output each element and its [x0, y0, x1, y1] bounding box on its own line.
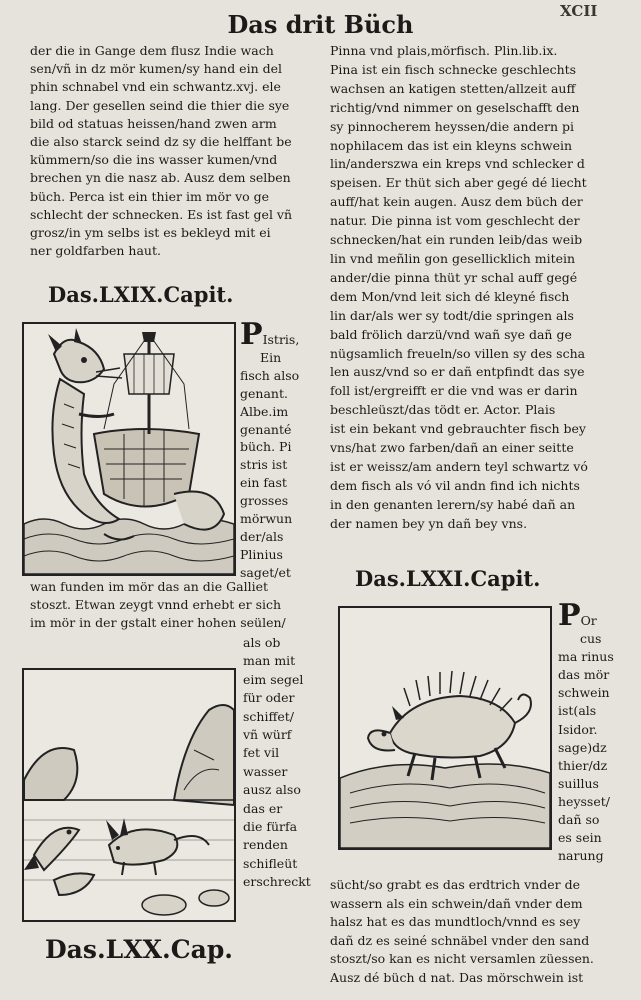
text-line: ein fast	[240, 475, 287, 491]
text-line: dañ dz es seiné schnäbel vnder den sand	[330, 932, 590, 948]
text-line: im mör in der gstalt einer hohen seülen/	[30, 615, 286, 631]
text-line: Albe.im	[240, 403, 289, 419]
chapter-heading-70: Das.LXX.Cap.	[45, 935, 234, 964]
text-line: vns/hat zwo farben/dañ an einer seitte	[330, 440, 574, 456]
text-line: dem Mon/vnd leit sich dé kleyné fisch	[330, 288, 570, 304]
text-line: beschleüszt/das tödt er. Actor. Plais	[330, 402, 556, 418]
woodcut-pistris	[22, 322, 236, 576]
folio-number: XCII	[560, 2, 598, 20]
text-line: ander/die pinna thüt yr schal auff gegé	[330, 269, 578, 285]
text-line: auff/hat kein augen. Ausz dem büch der	[330, 194, 583, 210]
text-line: büch. Pi	[240, 439, 292, 455]
text-line: phin schnabel vnd ein schwantz.xvj. ele	[30, 79, 281, 95]
text-line: als ob	[243, 635, 281, 650]
text-line: ist er weissz/am andern teyl schwartz vó	[330, 458, 588, 474]
text-line: schiffet/	[243, 708, 294, 724]
text-line: brechen yn die nasz ab. Ausz dem selben	[30, 170, 291, 186]
text-line: wachsen an katigen stetten/allzeit auff	[330, 80, 576, 96]
text-line: erschreckt	[243, 874, 311, 890]
text-line: suillus	[558, 775, 599, 791]
text-line: halsz hat es das mundtloch/vnnd es sey	[330, 914, 581, 930]
text-line: foll ist/ergreifft er die vnd was er darin	[330, 383, 578, 399]
text-line: lin/anderszwa ein kreps vnd schlecker d	[330, 156, 585, 172]
text-line: richtig/vnd nimmer on geselschafft den	[330, 99, 580, 115]
text-line: len ausz/vnd so er dañ entpfindt das sye	[330, 364, 585, 380]
text-line: genant.	[240, 385, 288, 401]
page-title: Das drit Büch	[227, 10, 414, 39]
woodcut-sea-creatures	[22, 668, 236, 922]
text-line: renden	[243, 837, 288, 853]
chapter-heading-69: Das.LXIX.Capit.	[48, 282, 234, 307]
right-column-top-text	[330, 42, 628, 534]
text-line: das mör	[558, 667, 610, 683]
text-line: der/als	[240, 528, 284, 544]
chapter-69-side-text	[240, 322, 322, 582]
text-line: ausz also	[243, 782, 301, 798]
text-line: Or	[580, 613, 597, 628]
text-line: bild od statuas heissen/hand zwen arm	[30, 115, 277, 131]
text-line: nügsamlich freueln/so villen sy des scha	[330, 345, 586, 361]
text-line: genanté	[240, 421, 292, 437]
text-line: eim segel	[243, 671, 304, 687]
text-line: stoszt. Etwan zeygt vnnd erhebt er sich	[30, 597, 282, 613]
text-line: ist(als	[558, 703, 597, 719]
woodcut-sea-creatures-art	[24, 670, 234, 920]
text-line: der namen bey yn dañ bey vns.	[330, 515, 528, 531]
text-line: speisen. Er thüt sich aber gegé dé liecht	[330, 175, 587, 191]
text-line: dem fisch als vó vil andn find ich nichts	[330, 477, 580, 493]
chapter-71-full-text	[330, 876, 628, 988]
text-line: vñ würf	[243, 727, 292, 743]
text-line: Pinna vnd plais,mörfisch. Plin.lib.ix.	[330, 43, 558, 58]
text-line: ist ein bekant vnd gebrauchter fisch bey	[330, 421, 586, 437]
chapter-heading-71: Das.LXXI.Capit.	[355, 566, 541, 591]
text-line: Isidor.	[558, 721, 598, 737]
text-line: ma rinus	[558, 649, 614, 665]
woodcut-pistris-art	[24, 324, 234, 574]
text-line: der die in Gange dem flusz Indie wach	[30, 43, 274, 58]
woodcut-porcus-marinus	[338, 606, 552, 850]
text-line: fet vil	[243, 745, 280, 761]
text-line: nophilacem das ist ein kleyns schwein	[330, 137, 573, 153]
text-line: natur. Die pinna ist vom geschlecht der	[330, 213, 580, 229]
text-line: lin vnd meñlin gon gesellicklich mitein	[330, 250, 576, 266]
left-column-top-text	[30, 42, 320, 260]
text-line: Istris,	[262, 332, 300, 347]
text-line: sen/vñ in dz mör kumen/sy hand ein del	[30, 61, 283, 77]
text-line: Pina ist ein fisch schnecke geschlechts	[330, 61, 577, 77]
text-line	[240, 322, 322, 349]
text-line: cus	[580, 631, 602, 647]
text-line: wassern als ein schwein/dañ vnder dem	[330, 895, 583, 911]
text-line: schnecken/hat ein runden leib/das weib	[330, 232, 583, 248]
text-line: Ausz dé büch d nat. Das mörschwein ist	[330, 969, 584, 985]
text-line: schifleüt	[243, 855, 298, 871]
text-line: grosz/in ym selbs ist es bekleyd mit ei	[30, 225, 271, 241]
chapter-69-side-text-2	[243, 634, 323, 892]
text-line: Ein	[260, 349, 282, 365]
text-line: ner goldfarben haut.	[30, 243, 161, 259]
text-line: saget/et	[240, 564, 291, 580]
text-line: wan funden im mör das an die Galliet	[30, 579, 269, 594]
text-line: kümmern/so die ins wasser kumen/vnd	[30, 152, 278, 168]
text-line: Plinius	[240, 546, 283, 562]
text-line: es sein	[558, 830, 602, 846]
text-line: sy pinnocherem heyssen/die andern pi	[330, 118, 574, 134]
text-line: mörwun	[240, 511, 293, 527]
text-line: die also starck seind dz sy die helffant be	[30, 134, 292, 150]
text-line: dañ so	[558, 812, 600, 828]
text-line: thier/dz	[558, 757, 608, 773]
text-line: schwein	[558, 685, 610, 701]
text-line: sage)dz	[558, 739, 607, 755]
text-line: lang. Der gesellen seind die thier die sye	[30, 97, 290, 113]
text-line: büch. Perca ist ein thier im mör vo ge	[30, 188, 270, 204]
text-line: schlecht der schnecken. Es ist fast gel vñ	[30, 206, 293, 222]
text-line: bald frölich darzü/vnd wañ sye dañ ge	[330, 326, 572, 342]
text-line: lin dar/als wer sy todt/die springen als	[330, 307, 574, 323]
text-line: stris ist	[240, 457, 288, 473]
text-line: das er	[243, 800, 283, 816]
text-line: man mit	[243, 653, 296, 669]
text-line: in den genanten lerern/sy habé dañ an	[330, 496, 576, 512]
text-line: grosses	[240, 493, 289, 509]
initial-letter: P	[240, 322, 263, 349]
text-line: heysset/	[558, 793, 610, 809]
woodcut-porcus-art	[340, 608, 550, 848]
text-line: wasser	[243, 763, 288, 779]
text-line: stoszt/so kan es nicht versamlen züessen.	[330, 951, 594, 967]
chapter-71-side-text	[558, 603, 634, 865]
text-line: die fürfa	[243, 819, 298, 835]
text-line	[558, 603, 634, 630]
text-line: narung	[558, 848, 604, 864]
initial-letter: P	[558, 603, 581, 631]
chapter-69-full-text	[30, 578, 322, 633]
text-line: für oder	[243, 690, 295, 706]
text-line: sücht/so grabt es das erdtrich vnder de	[330, 877, 580, 892]
text-line: fisch also	[240, 367, 300, 383]
